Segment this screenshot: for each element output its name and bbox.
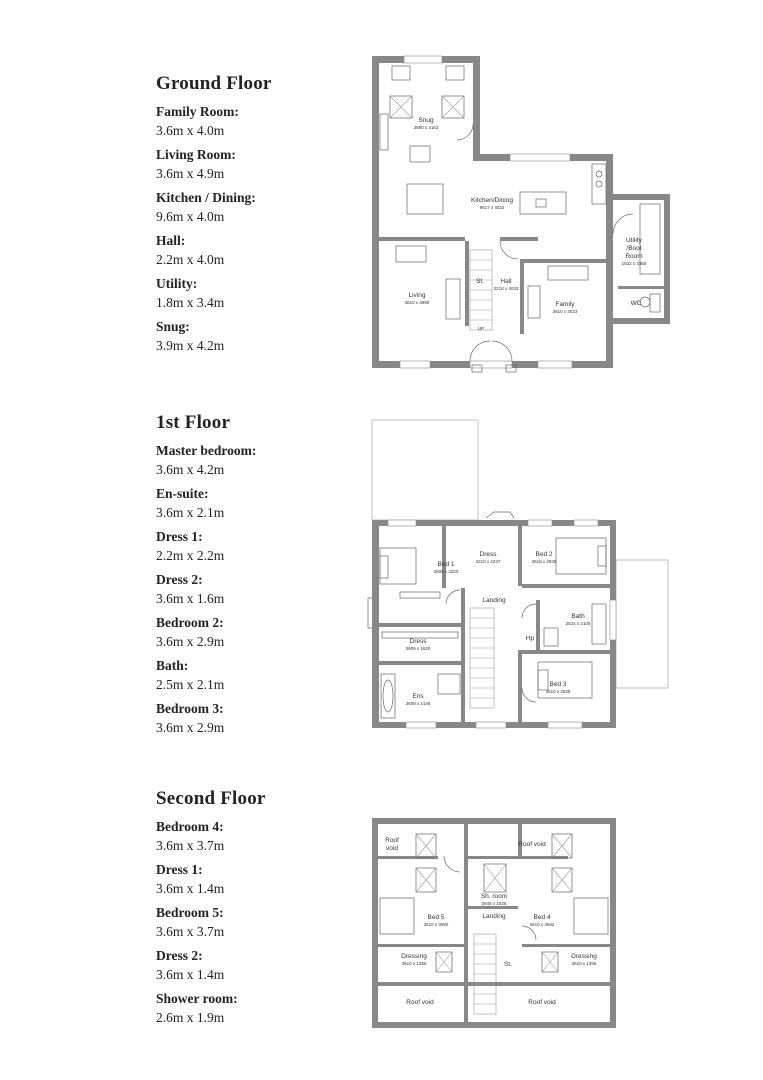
room-dims: 3.6m x 3.7m <box>156 924 225 939</box>
room-dims: 3.6m x 1.4m <box>156 881 225 896</box>
room-name: Dress 2: <box>156 948 203 963</box>
bed4-label: Bed 4 <box>533 914 551 921</box>
first-floor-plan <box>366 418 669 732</box>
room-dims: 3.6m x 4.0m <box>156 123 225 138</box>
roof-void-bottom-left-label: Roof void <box>406 999 434 1006</box>
room-dims: 3.6m x 4.2m <box>156 462 225 477</box>
utility-label-3: Room <box>625 253 643 260</box>
room-name: Bedroom 2: <box>156 615 224 630</box>
room-entry <box>156 905 356 939</box>
bath-label: Bath <box>571 613 585 620</box>
stair-label: St. <box>504 961 512 968</box>
family-dims: 3610 x 4023 <box>552 309 578 314</box>
room-entry <box>156 615 356 649</box>
bath-dims: 2524 x 2105 <box>565 621 591 626</box>
snug-dims: 3880 x 4162 <box>413 125 439 130</box>
bed2-label: Bed 2 <box>535 551 553 558</box>
roof-void-label-1: Roof <box>385 837 399 844</box>
bed5-dims: 3610 x 3692 <box>423 922 449 927</box>
room-entry <box>156 319 356 353</box>
room-name: Utility: <box>156 276 198 291</box>
bed2-dims: 3610 x 2935 <box>531 559 557 564</box>
roof-void-top-label: Roof void <box>518 841 546 848</box>
room-name: Shower room: <box>156 991 238 1006</box>
dressing-right-dims: 3610 x 1356 <box>571 961 597 966</box>
wc-label: WC <box>630 300 642 307</box>
room-dims: 9.6m x 4.0m <box>156 209 225 224</box>
room-entry <box>156 701 356 735</box>
room-entry <box>156 529 356 563</box>
shower-room-label: Sh. room <box>480 893 508 900</box>
dress-label: Dress <box>479 551 497 558</box>
room-name: Dress 2: <box>156 572 203 587</box>
dress-dims: 2210 x 2237 <box>475 559 501 564</box>
dress2-label: Dress <box>409 638 427 645</box>
room-name: Bedroom 4: <box>156 819 224 834</box>
bed3-label: Bed 3 <box>549 681 567 688</box>
room-entry <box>156 147 356 181</box>
bed1-label: Bed 1 <box>437 561 455 568</box>
room-dims: 3.6m x 2.9m <box>156 634 225 649</box>
room-name: Hall: <box>156 233 186 248</box>
utility-label-1: Utility <box>626 237 642 244</box>
room-name: Living Room: <box>156 147 236 162</box>
room-name: Bedroom 3: <box>156 701 224 716</box>
room-name: Master bedroom: <box>156 443 257 458</box>
roof-void-bottom-right-label: Roof void <box>528 999 556 1006</box>
hp-label: Hp <box>525 635 535 642</box>
room-dims: 3.6m x 3.7m <box>156 838 225 853</box>
section-title: 1st Floor <box>156 412 231 433</box>
snug-label: Snug <box>418 117 434 124</box>
room-name: Family Room: <box>156 104 239 119</box>
room-dims: 2.6m x 1.9m <box>156 1010 225 1025</box>
stair-label: St. <box>476 278 484 285</box>
ensuite-label: Ens <box>412 693 424 700</box>
second-floor-walls <box>372 818 616 1028</box>
room-name: Dress 1: <box>156 529 203 544</box>
room-dims: 2.2m x 2.2m <box>156 548 225 563</box>
room-entry <box>156 862 356 896</box>
dressing-left-dims: 3610 x 1356 <box>401 961 427 966</box>
room-entry <box>156 486 356 520</box>
room-dims: 3.6m x 2.1m <box>156 505 225 520</box>
ground-floor-plan <box>370 54 670 376</box>
room-name: Dress 1: <box>156 862 203 877</box>
room-entry <box>156 104 356 138</box>
room-entry <box>156 190 356 224</box>
second-floor-section <box>156 788 356 1034</box>
room-dims: 3.6m x 1.6m <box>156 591 225 606</box>
room-dims: 3.9m x 4.2m <box>156 338 225 353</box>
second-floor-plan <box>370 816 618 1030</box>
room-name: Bedroom 5: <box>156 905 224 920</box>
room-dims: 3.6m x 2.9m <box>156 720 225 735</box>
room-entry <box>156 443 356 477</box>
hall-dims: 2218 x 4033 <box>493 286 519 291</box>
room-name: Kitchen / Dining: <box>156 190 256 205</box>
dressing-left-label: Dressing <box>401 953 427 960</box>
family-label: Family <box>555 301 575 308</box>
room-dims: 3.6m x 4.9m <box>156 166 225 181</box>
ground-walls <box>372 56 670 368</box>
section-title: Ground Floor <box>156 73 272 94</box>
bed5-label: Bed 5 <box>427 914 445 921</box>
landing-label: Landing <box>482 913 506 920</box>
room-entry <box>156 819 356 853</box>
room-entry <box>156 658 356 692</box>
room-dims: 2.2m x 4.0m <box>156 252 225 267</box>
bed3-dims: 3610 x 2938 <box>545 689 571 694</box>
room-name: En-suite: <box>156 486 209 501</box>
room-dims: 1.8m x 3.4m <box>156 295 225 310</box>
room-entry <box>156 991 356 1025</box>
room-dims: 3.6m x 1.4m <box>156 967 225 982</box>
kitchen-dims: 9617 x 4032 <box>479 205 505 210</box>
room-entry <box>156 276 356 310</box>
hall-label: Hall <box>500 278 512 285</box>
ground-floor-section <box>156 73 356 362</box>
living-dims: 3610 x 4890 <box>404 300 430 305</box>
room-entry <box>156 233 356 267</box>
dress2-dims: 3609 x 1620 <box>405 646 431 651</box>
kitchen-label: Kitchen/Dining <box>471 197 513 204</box>
stair-up-label: UP <box>477 326 485 331</box>
room-name: Snug: <box>156 319 190 334</box>
bed1-dims: 3609 x 4220 <box>433 569 459 574</box>
room-dims: 2.5m x 2.1m <box>156 677 225 692</box>
room-entry <box>156 948 356 982</box>
first-floor-section <box>156 412 356 744</box>
utility-label-2: /Boot <box>626 245 642 252</box>
room-entry <box>156 572 356 606</box>
shower-room-dims: 2645 x 1826 <box>481 901 507 906</box>
landing-label: Landing <box>482 597 506 604</box>
ensuite-dims: 3609 x 2145 <box>405 701 431 706</box>
utility-dims: 1832 x 3365 <box>621 261 647 266</box>
room-name: Bath: <box>156 658 189 673</box>
section-title: Second Floor <box>156 788 266 809</box>
dressing-right-label: Dressing <box>571 953 597 960</box>
bed4-dims: 3610 x 3692 <box>529 922 555 927</box>
roof-void-label-2: void <box>386 845 398 852</box>
living-label: Living <box>408 292 426 299</box>
